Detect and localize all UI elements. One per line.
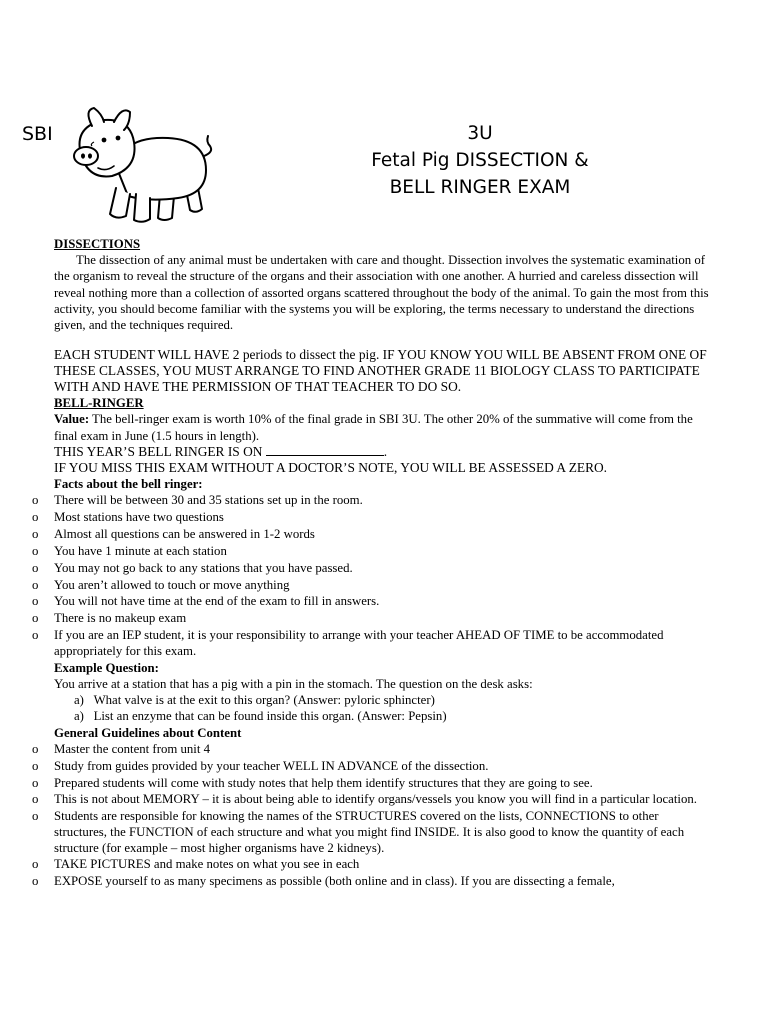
pig-icon — [68, 106, 214, 230]
question-marker: a) — [74, 693, 84, 708]
guidelines-heading: General Guidelines about Content — [54, 725, 242, 740]
exam-date-blank — [266, 444, 384, 456]
list-item: o You have 1 minute at each station — [32, 543, 714, 560]
example-question — [74, 692, 714, 708]
example-intro: You arrive at a station that has a pig with a pin in the stomach. The question on the desk asks: — [54, 676, 533, 691]
list-item: o TAKE PICTURES and make notes on what you see in each — [32, 856, 714, 873]
document-title — [280, 120, 680, 201]
example-questions — [54, 692, 714, 724]
list-item: o You may not go back to any stations that you have passed. — [32, 560, 714, 577]
dissections-paragraph: The dissection of any animal must be undertaken with care and thought. Dissection involves the systematic examination of the organism to reveal the structure of the organs and their association with one another. A hurried and careless dissection will reveal nothing more than a collection of assorted organs scattered throughout the body of the animal. To gain the most from this activity, you should become familiar with the systems you will be exploring, the terms necessary to understand the directions given, and the techniques required. — [54, 253, 709, 333]
list-item: o Students are responsible for knowing the names of the STRUCTURES covered on the lists, CONNECTIONS to other structures, the FUNCTION of each structure and what you might find INSIDE. It is also good to know the quantity of each structure (for example – most higher organisms have 2 kidneys). — [32, 808, 714, 857]
title-line-1: 3U — [467, 123, 493, 144]
list-item: o Master the content from unit 4 — [32, 741, 714, 758]
question-text: What valve is at the exit to this organ? (Answer: pyloric sphincter) — [93, 693, 435, 708]
list-item: o There will be between 30 and 35 stations set up in the room. — [32, 492, 714, 509]
value-paragraph — [54, 411, 714, 443]
list-item: o You will not have time at the end of the exam to fill in answers. — [32, 593, 714, 610]
question-text: List an enzyme that can be found inside this organ. (Answer: Pepsin) — [93, 709, 447, 724]
example-heading: Example Question: — [54, 660, 159, 675]
guidelines-list — [54, 741, 714, 890]
value-text: The bell-ringer exam is worth 10% of the final grade in SBI 3U. The other 20% of the summative will come from the final exam in June (1.5 hours in length). — [54, 412, 693, 443]
exam-date-line — [54, 444, 714, 460]
list-item: o If you are an IEP student, it is your responsibility to arrange with your teacher AHEAD OF TIME to be accommodated appropriately for this exam. — [32, 627, 714, 659]
missed-exam-warning: IF YOU MISS THIS EXAM WITHOUT A DOCTOR’S NOTE, YOU WILL BE ASSESSED A ZERO. — [54, 459, 608, 475]
list-item: o You aren’t allowed to touch or move anything — [32, 577, 714, 594]
facts-list — [54, 492, 714, 660]
document-body — [54, 236, 714, 890]
list-item: o Almost all questions can be answered in 1-2 words — [32, 526, 714, 543]
example-question — [74, 708, 714, 724]
list-item: o This is not about MEMORY – it is about being able to identify organs/vessels you know you will find in a particular location. — [32, 791, 714, 807]
exam-date-label: THIS YEAR’S BELL RINGER IS ON — [54, 443, 266, 459]
facts-heading: Facts about the bell ringer: — [54, 476, 203, 491]
list-item: o EXPOSE yourself to as many specimens as possible (both online and in class). If you are dissecting a female, — [32, 873, 714, 890]
list-item: o Study from guides provided by your teacher WELL IN ADVANCE of the dissection. — [32, 758, 714, 775]
bell-ringer-heading: BELL-RINGER — [54, 396, 144, 411]
absence-notice: EACH STUDENT WILL HAVE 2 periods to dissect the pig. IF YOU KNOW YOU WILL BE ABSENT FROM ONE OF THESE CLASSES, YOU MUST ARRANGE TO FIND ANOTHER GRADE 11 BIOLOGY CLASS TO PARTICIPATE WITH AND HAVE THE PERMISSION OF THAT TEACHER TO DO SO. — [54, 347, 707, 395]
list-item: o There is no makeup exam — [32, 610, 714, 627]
exam-date-suffix: . — [383, 443, 388, 459]
list-item: o Prepared students will come with study notes that help them identify structures that they are going to see. — [32, 775, 714, 792]
title-line-3: BELL RINGER EXAM — [389, 177, 571, 198]
question-marker: a) — [74, 709, 84, 724]
title-line-2: Fetal Pig DISSECTION & — [371, 150, 589, 171]
list-item: o Most stations have two questions — [32, 509, 714, 526]
value-label: Value: — [54, 412, 90, 427]
course-code: SBI — [22, 123, 53, 145]
dissections-heading: DISSECTIONS — [54, 237, 141, 251]
